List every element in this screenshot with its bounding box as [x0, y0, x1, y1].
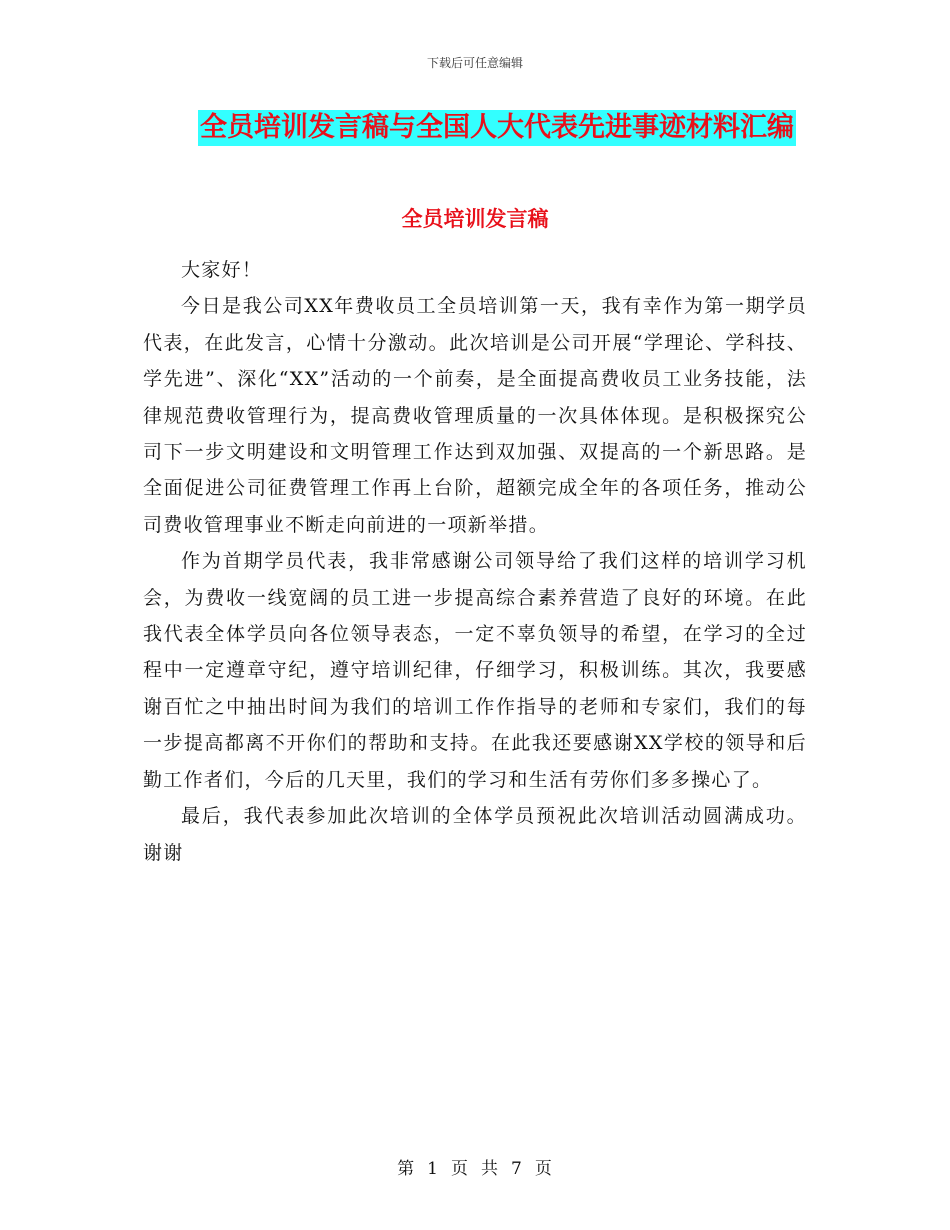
footer-page-number: 1: [427, 1159, 439, 1179]
paragraph-1: 今日是我公司XX年费收员工全员培训第一天，我有幸作为第一期学员代表，在此发言，心情十分激动。此次培训是公司开展“学理论、学科技、学先进”、深化“XX”活动的一个前奏，是全面提高费收员工业务技能，法律规范费收管理行为，提高费收管理质量的一次具体体现。是积极探究公司下一步文明建设和文明管理工作达到双加强、双提高的一个新思路。是全面促进公司征费管理工作再上台阶，超额完成全年的各项任务，推动公司费收管理事业不断走向前进的一项新举措。: [143, 295, 807, 536]
page-header-note: 下载后可任意编辑: [426, 56, 523, 70]
paragraph-3: 最后，我代表参加此次培训的全体学员预祝此次培训活动圆满成功。谢谢: [143, 805, 807, 864]
document-title-container: [0, 110, 950, 146]
document-title: 全员培训发言稿与全国人大代表先进事迹材料汇编: [198, 110, 796, 146]
paragraph-2: 作为首期学员代表，我非常感谢公司领导给了我们这样的培训学习机会，为费收一线宽阔的员工进一步提高综合素养营造了良好的环境。在此我代表全体学员向各位领导表态，一定不辜负领导的希望，在学习的全过程中一定遵章守纪，遵守培训纪律，仔细学习，积极训练。其次，我要感谢百忙之中抽出时间为我们的培训工作作指导的老师和专家们，我们的每一步提高都离不开你们的帮助和支持。在此我还要感谢XX学校的领导和后勤工作者们，今后的几天里，我们的学习和生活有劳你们多多操心了。: [143, 550, 807, 791]
page-footer: [0, 1154, 950, 1179]
footer-page-label: 页: [451, 1159, 469, 1179]
footer-suffix: 页: [534, 1159, 553, 1179]
document-body: [143, 252, 807, 871]
paragraph-greeting: 大家好！: [181, 259, 263, 281]
footer-prefix: 第: [397, 1159, 416, 1179]
footer-total-label: 共: [481, 1159, 499, 1179]
footer-total-pages: 7: [511, 1159, 523, 1179]
section-title: 全员培训发言稿: [401, 207, 549, 231]
